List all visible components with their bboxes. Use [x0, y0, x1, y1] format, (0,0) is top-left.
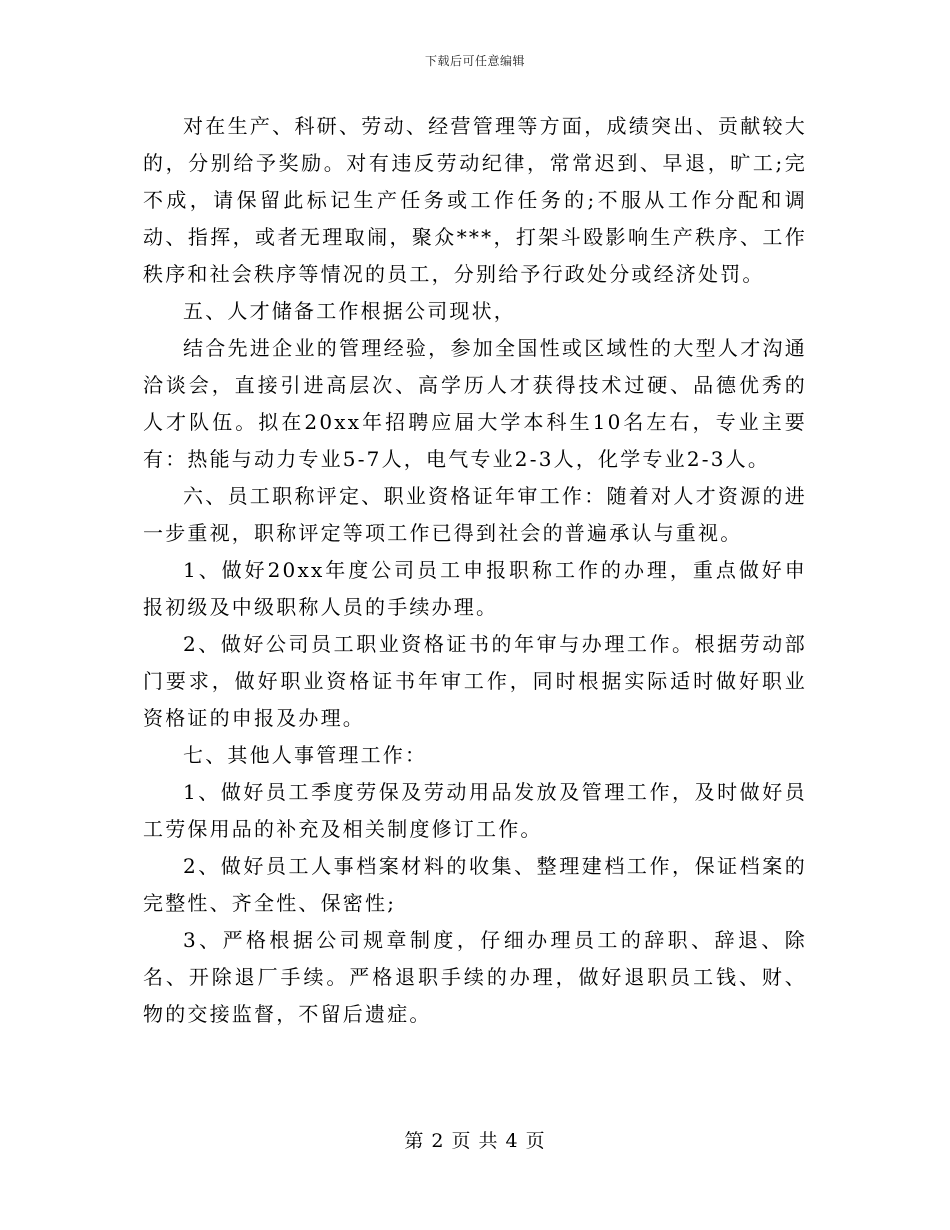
paragraph-talent-recruitment: 结合先进企业的管理经验，参加全国性或区域性的大型人才沟通洽谈会，直接引进高层次、高学历人才获得技术过硬、品德优秀的人才队伍。拟在20xx年招聘应届大学本科生10名左右，专业主要有：热能与动力专业5-7人，电气专业2-3人，化学专业2-3人。 [143, 336, 807, 471]
section-heading-other-hr: 七、其他人事管理工作： [183, 743, 428, 767]
section-heading-title-evaluation: 六、员工职称评定、职业资格证年审工作：随着对人才资源的进一步重视，职称评定等项工作已得到社会的普遍承认与重视。 [143, 484, 807, 545]
list-item-title-application: 1、做好20xx年度公司员工申报职称工作的办理，重点做好申报初级及中级职称人员的手续办理。 [143, 558, 807, 619]
list-item-labor-protection: 1、做好员工季度劳保及劳动用品发放及管理工作，及时做好员工劳保用品的补充及相关制度修订工作。 [143, 780, 807, 841]
header-note: 下载后可任意编辑 [424, 54, 525, 68]
paragraph-rewards-penalties: 对在生产、科研、劳动、经营管理等方面，成绩突出、贡献较大的，分别给予奖励。对有违反劳动纪律，常常迟到、早退，旷工;完不成，请保留此标记生产任务或工作任务的;不服从工作分配和调动、指挥，或者无理取闹，聚众***，打架斗殴影响生产秩序、工作秩序和社会秩序等情况的员工，分别给予行政处分或经济处罚。 [143, 114, 807, 286]
list-item-resignation-procedures: 3、严格根据公司规章制度，仔细办理员工的辞职、辞退、除名、开除退厂手续。严格退职手续的办理，做好退职员工钱、财、物的交接监督，不留后遗症。 [143, 928, 807, 1026]
page-number-footer: 第 2 页 共 4 页 [404, 1130, 546, 1152]
section-heading-talent-reserve: 五、人才储备工作根据公司现状， [183, 299, 516, 323]
document-body [143, 108, 807, 1033]
list-item-personnel-archives: 2、做好员工人事档案材料的收集、整理建档工作，保证档案的完整性、齐全性、保密性; [143, 854, 807, 915]
list-item-certificate-review: 2、做好公司员工职业资格证书的年审与办理工作。根据劳动部门要求，做好职业资格证书年审工作，同时根据实际适时做好职业资格证的申报及办理。 [143, 632, 807, 730]
